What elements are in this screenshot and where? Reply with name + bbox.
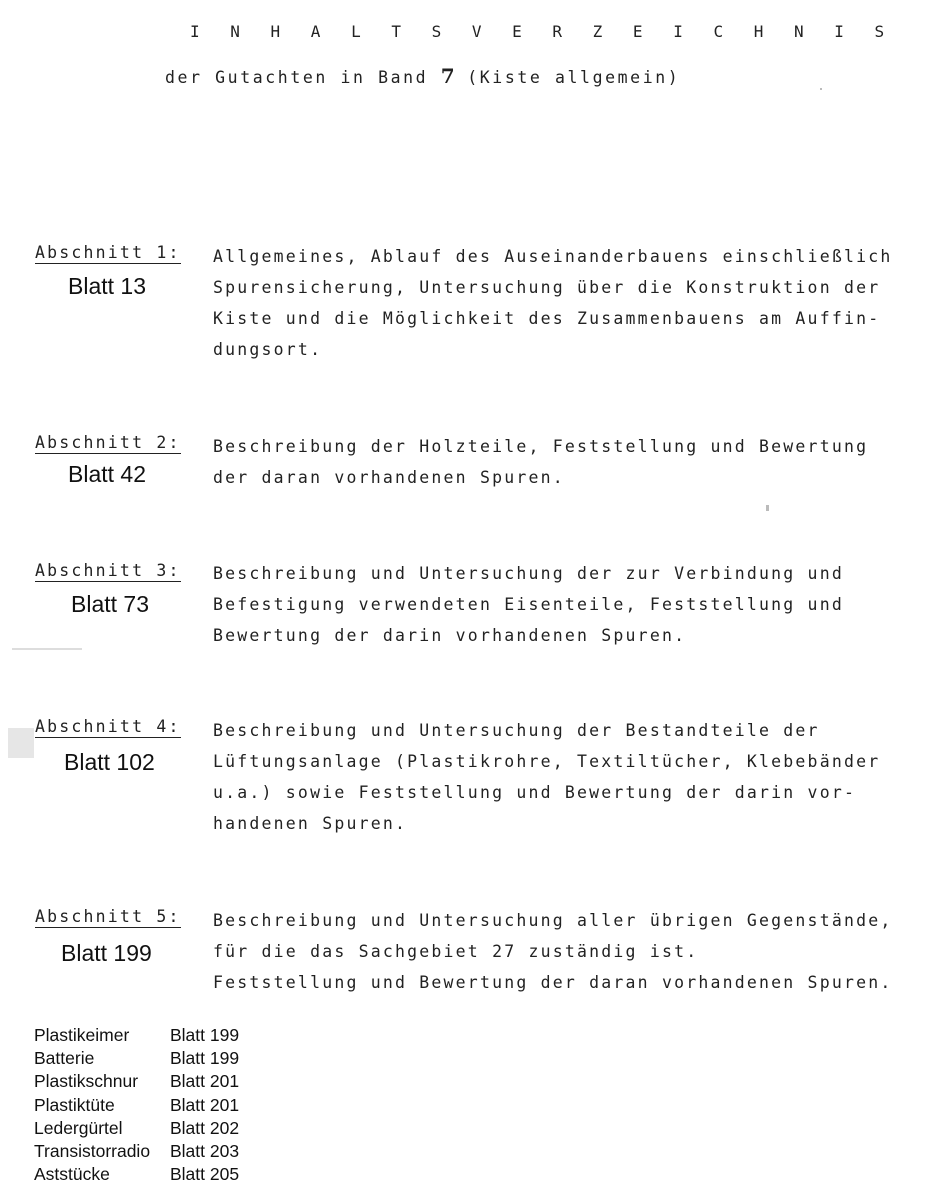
section-label: Abschnitt 2: bbox=[35, 433, 181, 452]
description-line: Spurensicherung, Untersuchung über die Konstruktion der bbox=[213, 278, 881, 297]
description-line: Feststellung und Bewertung der daran vorhandenen Spuren. bbox=[213, 973, 893, 992]
item-page-ref: Blatt 205 bbox=[170, 1164, 240, 1185]
list-item bbox=[34, 1070, 239, 1093]
description-line: Beschreibung der Holzteile, Feststellung und Bewertung bbox=[213, 437, 869, 456]
item-name: Ledergürtel bbox=[34, 1117, 123, 1138]
section-label: Abschnitt 5: bbox=[35, 907, 181, 926]
section-label: Abschnitt 3: bbox=[35, 561, 181, 580]
item-name: Transistorradio bbox=[34, 1141, 151, 1162]
description-line: handenen Spuren. bbox=[213, 814, 408, 833]
item-name: Plastikschnur bbox=[34, 1071, 139, 1092]
list-item bbox=[34, 1140, 239, 1163]
section-page-ref: Blatt 199 bbox=[61, 940, 152, 966]
description-line: dungsort. bbox=[213, 340, 323, 359]
section-page-ref: Blatt 13 bbox=[68, 273, 146, 299]
item-page-ref: Blatt 199 bbox=[170, 1025, 240, 1045]
list-item bbox=[34, 1094, 239, 1117]
section-page-ref: Blatt 102 bbox=[64, 749, 155, 775]
section-description bbox=[213, 715, 928, 839]
description-line: Beschreibung und Untersuchung der Bestandteile der bbox=[213, 721, 820, 740]
list-item bbox=[34, 1024, 239, 1047]
item-page-ref: Blatt 201 bbox=[170, 1071, 240, 1092]
subtitle-text: der Gutachten in Band bbox=[165, 68, 429, 87]
page-title: I N H A L T S V E R Z E I C H N I S bbox=[190, 22, 895, 41]
band-number: 7 bbox=[440, 64, 455, 88]
description-line: der daran vorhandenen Spuren. bbox=[213, 468, 565, 487]
section-label: Abschnitt 4: bbox=[35, 717, 181, 736]
description-line: für die das Sachgebiet 27 zuständig ist. bbox=[213, 942, 699, 961]
section-page-ref: Blatt 42 bbox=[68, 461, 146, 487]
description-line: Befestigung verwendeten Eisenteile, Feststellung und bbox=[213, 595, 844, 614]
scan-speck bbox=[766, 505, 769, 511]
item-page-ref: Blatt 199 bbox=[170, 1048, 240, 1069]
description-line: Bewertung der darin vorhandenen Spuren. bbox=[213, 626, 687, 645]
list-item bbox=[34, 1163, 239, 1186]
section-description bbox=[213, 905, 928, 998]
description-line: Beschreibung und Untersuchung der zur Verbindung und bbox=[213, 564, 844, 583]
page-subtitle bbox=[165, 64, 680, 88]
description-line: Beschreibung und Untersuchung aller übrigen Gegenstände, bbox=[213, 911, 893, 930]
item-list bbox=[34, 1024, 239, 1186]
description-line: Allgemeines, Ablauf des Auseinanderbauens einschließlich bbox=[213, 247, 893, 266]
item-name: Plastikeimer bbox=[34, 1025, 130, 1045]
scan-speck bbox=[12, 648, 82, 650]
item-page-ref: Blatt 201 bbox=[170, 1094, 240, 1115]
section-description bbox=[213, 558, 928, 651]
section-label: Abschnitt 1: bbox=[35, 243, 181, 262]
item-name: Aststücke bbox=[34, 1164, 110, 1185]
section-page-ref: Blatt 73 bbox=[71, 591, 149, 617]
item-name: Batterie bbox=[34, 1048, 95, 1069]
list-item bbox=[34, 1117, 239, 1140]
item-page-ref: Blatt 203 bbox=[170, 1141, 240, 1162]
list-item bbox=[34, 1047, 239, 1070]
description-line: u.a.) sowie Feststellung und Bewertung der darin vor- bbox=[213, 783, 857, 802]
item-page-ref: Blatt 202 bbox=[170, 1117, 240, 1138]
description-line: Kiste und die Möglichkeit des Zusammenbauens am Auffin- bbox=[213, 309, 881, 328]
scan-speck bbox=[820, 88, 822, 90]
section-description bbox=[213, 431, 928, 493]
section-description bbox=[213, 241, 928, 365]
description-line: Lüftungsanlage (Plastikrohre, Textiltücher, Klebebänder bbox=[213, 752, 881, 771]
scan-speck bbox=[8, 728, 34, 758]
subtitle-suffix: (Kiste allgemein) bbox=[467, 68, 681, 87]
item-name: Plastiktüte bbox=[34, 1094, 115, 1115]
